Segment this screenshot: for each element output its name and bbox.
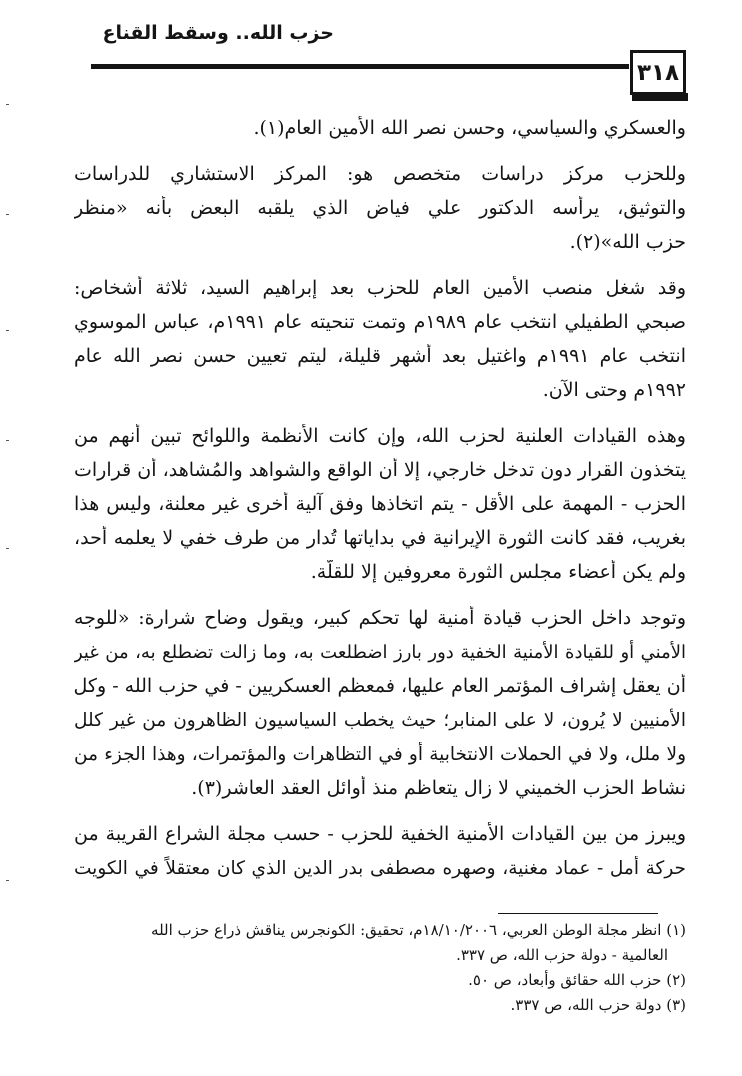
scan-mark [6,104,9,105]
text-line: وتوجد داخل الحزب قيادة أمنية لها تحكم كبير، ويقول وضاح شرارة: «للوجه [74,607,686,629]
text-line: وللحزب مركز دراسات متخصص هو: المركز الاستشاري للدراسات [74,163,686,185]
body-text [74,116,686,890]
page-number-box [630,50,686,95]
text-line: الأمني أو للقيادة الأمنية الخفية دور بارز اضطلعت به، وما زالت تضطلع به، من غير [74,642,686,663]
text-line: وهذه القيادات العلنية لحزب الله، وإن كانت الأنظمة واللوائح تبين أنهم من [74,425,686,447]
text-line: بغريب، فقد كانت الثورة الإيرانية في بداياتها تُدار من طرف خفي لا يعلمه أحد، [74,527,686,549]
text-line: أن يعقل إشراف المؤتمر العام عليها، فمعظم العسكريين - في حزب الله - وكل [74,675,686,697]
text-line: حزب الله»(٢). [569,231,686,253]
footnote-line: العالمية - دولة حزب الله، ص ٣٣٧. [456,946,668,964]
text-line: الحزب - المهمة على الأقل - يتم اتخاذها وفق آلية أخرى غير معلنة، وليس هذا [74,493,686,515]
text-line: وقد شغل منصب الأمين العام للحزب بعد إبراهيم السيد، ثلاثة أشخاص: [74,277,686,299]
scan-mark [6,880,9,881]
running-title: حزب الله.. وسقط القناع [102,22,334,44]
footnote-line: (٣) دولة حزب الله، ص ٣٣٧. [510,996,686,1014]
header-rule [91,64,629,69]
text-line: نشاط الحزب الخميني لا زال يتعاظم منذ أوائل العقد العاشر(٣). [191,777,686,799]
footnote-separator [498,913,658,914]
text-line: انتخب عام ١٩٩١م واغتيل بعد أشهر قليلة، ليتم تعيين حسن نصر الله عام [74,345,686,367]
text-line: ١٩٩٢م وحتى الآن. [542,379,686,401]
footnote-line: (٢) حزب الله حقائق وأبعاد، ص ٥٠. [468,971,686,989]
text-line: ولم يكن أعضاء مجلس الثورة معروفين إلا للقلّة. [310,561,686,583]
scan-mark [6,214,9,215]
text-line: حركة أمل - عماد مغنية، وصهره مصطفى بدر الدين الذي كان معتقلاً في الكويت [74,858,686,879]
text-line: الأمنيين لا يُرون، لا على المنابر؛ حيث يخطب السياسيون الظاهرون من غير كلل [74,710,686,731]
scan-mark [6,440,9,441]
scan-mark [6,330,9,331]
text-line: ويبرز من بين القيادات الأمنية الخفية للحزب - حسب مجلة الشراع القريبة من [74,823,686,845]
footnotes [74,920,686,1020]
scan-mark [6,548,9,549]
text-line: ولا ملل، ولا في الحملات الانتخابية أو في التظاهرات والمؤتمرات، وهذا الجزء من [74,744,686,765]
text-line: والتوثيق، يرأسه الدكتور علي فياض الذي يلقبه البعض بأنه «منظر [74,197,686,219]
page-number: ٣١٨ [636,59,680,86]
text-line: يتخذون القرار دون تدخل خارجي، إلا أن الواقع والشواهد والمُشاهد، أن قرارات [74,459,686,481]
text-line: والعسكري والسياسي، وحسن نصر الله الأمين العام(١). [253,117,686,139]
text-line: صبحي الطفيلي انتخب عام ١٩٨٩م وتمت تنحيته عام ١٩٩١م، عباس الموسوي [74,311,686,333]
footnote-line: (١) انظر مجلة الوطن العربي، ١٨/١٠/٢٠٠٦م، تحقيق: الكونجرس يناقش ذراع حزب الله [151,921,686,939]
